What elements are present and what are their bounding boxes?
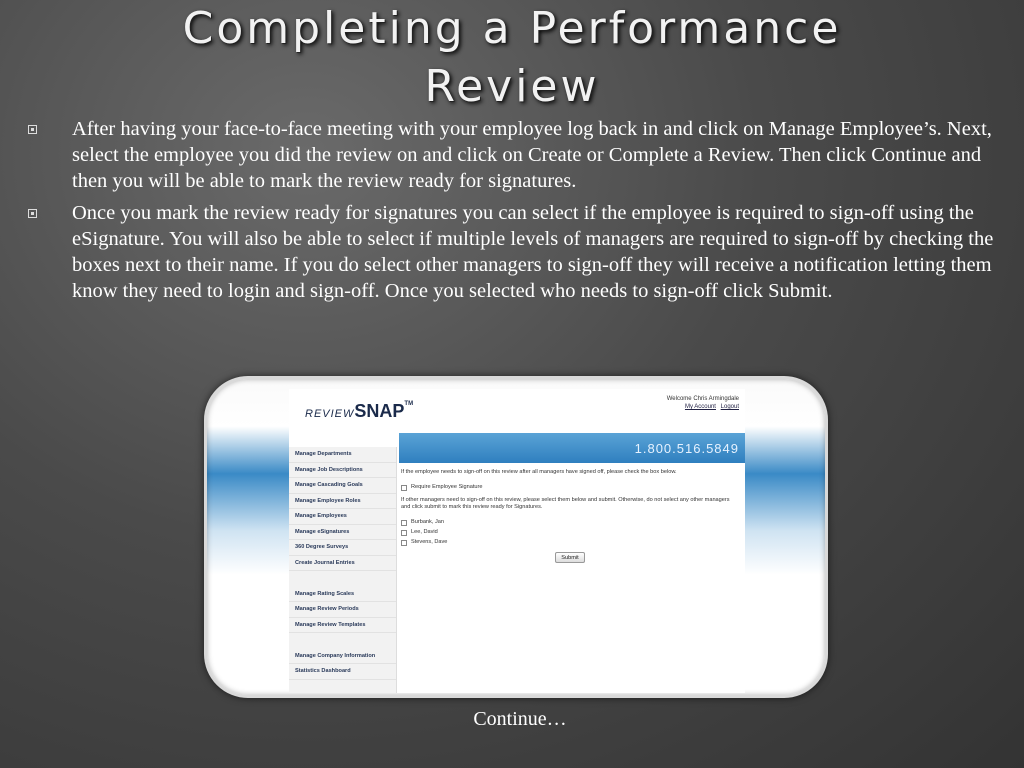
manager-row	[401, 539, 739, 546]
slide-title-line2: Review	[424, 61, 600, 112]
bullet-square-icon	[28, 125, 37, 134]
phone-banner	[399, 433, 745, 463]
reviewsnap-logo	[305, 401, 413, 422]
logo-review: REVIEW	[305, 408, 355, 420]
welcome-area	[667, 395, 739, 411]
logo-tm: TM	[404, 401, 414, 407]
screenshot-frame	[204, 376, 828, 698]
require-signature-row	[401, 484, 739, 491]
bullet-square-icon	[28, 209, 37, 218]
sidebar-item-job-descriptions[interactable]: Manage Job Descriptions	[289, 463, 396, 479]
manager-signoff-instruction: If other managers need to sign-off on this review, please select them below and submit. Otherwise, do not select any other managers and click submit to mark this review ready for Signatures.	[401, 497, 730, 510]
manager-name: Lee, David	[411, 529, 438, 535]
manager-row	[401, 519, 739, 526]
sidebar-spacer	[289, 571, 396, 587]
manager-checkbox[interactable]	[401, 530, 407, 536]
manager-row	[401, 529, 739, 536]
sidebar-item-journal-entries[interactable]: Create Journal Entries	[289, 556, 396, 572]
manager-name: Burbank, Jan	[411, 519, 444, 525]
bullet-item	[28, 116, 998, 194]
submit-button[interactable]: Submit	[555, 552, 585, 563]
sidebar-spacer	[289, 633, 396, 649]
sidebar-item-esignatures[interactable]: Manage eSignatures	[289, 525, 396, 541]
sidebar-item-review-templates[interactable]: Manage Review Templates	[289, 618, 396, 634]
logout-link[interactable]: Logout	[720, 404, 739, 410]
sidebar-item-manage-departments[interactable]: Manage Departments	[289, 447, 396, 463]
slide-title-line1: Completing a Performance	[182, 3, 842, 54]
phone-number: 1.800.516.5849	[634, 441, 739, 456]
sidebar-item-company-information[interactable]: Manage Company Information	[289, 649, 396, 665]
require-signature-label: Require Employee Signature	[411, 484, 483, 490]
employee-signoff-instruction: If the employee needs to sign-off on this review after all managers have signed off, please check the box below.	[401, 469, 677, 475]
bullet-item	[28, 200, 998, 304]
manager-checkbox[interactable]	[401, 520, 407, 526]
my-account-link[interactable]: My Account	[684, 404, 716, 410]
manager-checkbox[interactable]	[401, 540, 407, 546]
sidebar-item-employee-roles[interactable]: Manage Employee Roles	[289, 494, 396, 510]
reviewsnap-app	[289, 389, 745, 693]
logo-snap: SNAP	[354, 401, 405, 421]
sidebar-item-employees[interactable]: Manage Employees	[289, 509, 396, 525]
bullet-text: After having your face-to-face meeting with your employee log back in and click on Manage Employee’s. Next, select the employee you did the review on and click on Create or Complete a Review. Then click Continue and then you will be able to mark the review ready for signatures.	[72, 118, 992, 192]
sidebar-item-review-periods[interactable]: Manage Review Periods	[289, 602, 396, 618]
sidebar	[289, 447, 397, 693]
bullet-list	[28, 116, 998, 310]
sidebar-item-rating-scales[interactable]: Manage Rating Scales	[289, 587, 396, 603]
sidebar-item-statistics-dashboard[interactable]: Statistics Dashboard	[289, 664, 396, 680]
manager-name: Stevens, Dave	[411, 539, 448, 545]
require-signature-checkbox[interactable]	[401, 485, 407, 491]
sidebar-item-360-surveys[interactable]: 360 Degree Surveys	[289, 540, 396, 556]
app-header	[289, 389, 745, 433]
bullet-text: Once you mark the review ready for signatures you can select if the employee is required to sign-off using the eSignature. You will also be able to select if multiple levels of managers are required to sign-off by checking the boxes next to their name. If you do select other managers to sign-off they will receive a notification letting them know they need to login and sign-off. Once you selected who needs to sign-off click Submit.	[72, 202, 994, 302]
sidebar-item-cascading-goals[interactable]: Manage Cascading Goals	[289, 478, 396, 494]
slide-title	[0, 0, 1024, 116]
signoff-form	[401, 469, 739, 693]
continue-text: Continue…	[473, 708, 567, 730]
welcome-text: Welcome Chris Armingdale	[666, 396, 739, 402]
